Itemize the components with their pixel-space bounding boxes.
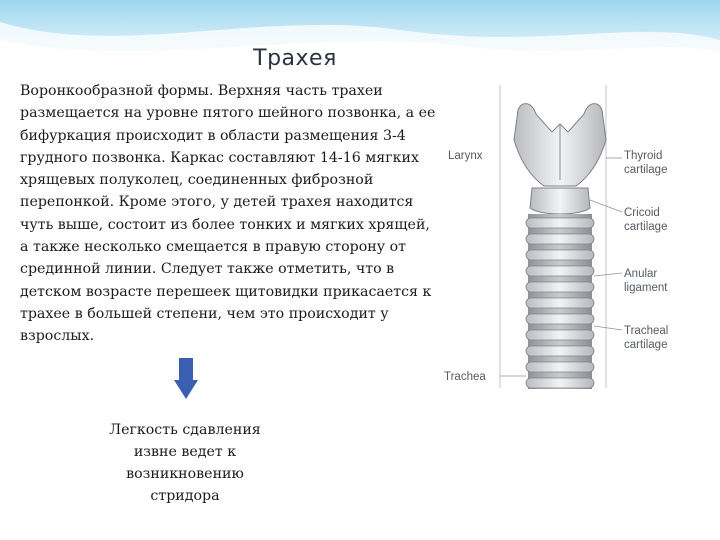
label-tracheal-line1: Tracheal (624, 325, 669, 337)
label-cricoid-line2: cartilage (624, 221, 668, 233)
description-paragraph: Воронкообразной формы. Верхняя часть трахеи размещается на уровне пятого шейного позвонка, а ее бифуркация происходит в области размещения 3-4 грудного позвонка. Каркас составляют 14-16 мягких хрящевых полуколец, соединенных фиброзной перепонкой. Кроме этого, у детей трахея находится чуть выше, состоит из более тонких и мягких хрящей, а также несколько смещается в правую сторону от срединной линии. Следует также отметить, что в детском возрасте перешеек щитовидки прикасается к трахее в большей степени, чем это происходит у взрослых. (20, 83, 436, 345)
label-thyroid-line2: cartilage (624, 164, 668, 176)
label-tracheal-line2: cartilage (624, 339, 668, 351)
larynx-trachea-illustration (440, 80, 680, 395)
down-arrow-icon (174, 358, 198, 400)
label-anular-line1: Anular (624, 268, 658, 280)
label-cricoid-line1: Cricoid (624, 207, 660, 219)
label-larynx: Larynx (448, 150, 483, 162)
label-trachea: Trachea (444, 371, 486, 383)
label-anular-line2: ligament (624, 282, 668, 294)
slide-title: Трахея (253, 46, 337, 71)
conclusion-text: Легкость сдавления извне ведет к возникновению стридора (109, 422, 261, 504)
label-thyroid-line1: Thyroid (624, 150, 663, 162)
